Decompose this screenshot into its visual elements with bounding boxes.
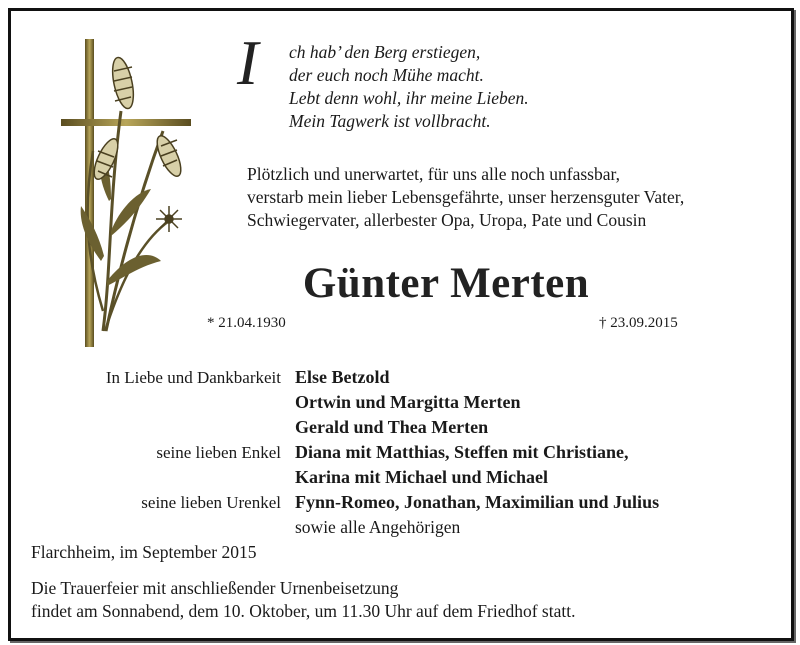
mourner-label: In Liebe und Dankbarkeit: [105, 367, 281, 387]
poem-line: Lebt denn wohl, ihr meine Lieben.: [289, 88, 529, 108]
service-line: findet am Sonnabend, dem 10. Oktober, um 11.30 Uhr auf dem Friedhof statt.: [31, 601, 576, 621]
announcement-line: Schwiegervater, allerbester Opa, Uropa, Pate und Cousin: [247, 210, 647, 230]
announcement-line: verstarb mein lieber Lebensgefährte, unser herzensguter Vater,: [247, 187, 685, 207]
mourners-list: [31, 365, 781, 540]
mourner-row: [31, 465, 781, 490]
birth-date: * 21.04.1930: [207, 315, 286, 331]
mourner-names: Else Betzold: [295, 367, 390, 387]
poem-line: der euch noch Mühe macht.: [289, 65, 484, 85]
announcement-line: Plötzlich und unerwartet, für uns alle noch unfassbar,: [247, 164, 621, 184]
mourner-names: Diana mit Matthias, Steffen mit Christiane,: [295, 442, 629, 462]
poem-line: Mein Tagwerk ist vollbracht.: [289, 111, 491, 131]
deceased-name-block: [11, 259, 791, 308]
deceased-name: Günter Merten: [302, 260, 590, 307]
death-date: † 23.09.2015: [599, 315, 678, 331]
funeral-service-info: [31, 577, 575, 623]
poem: [237, 27, 529, 133]
mourner-names: sowie alle Angehörigen: [295, 517, 461, 537]
poem-line: ch hab’ den Berg erstiegen,: [289, 42, 481, 62]
mourner-names: Karina mit Michael und Michael: [295, 467, 548, 487]
mourner-row: [31, 390, 781, 415]
mourner-names: Fynn-Romeo, Jonathan, Maximilian und Julius: [295, 492, 660, 512]
mourner-names: Ortwin und Margitta Merten: [295, 392, 521, 412]
place-and-date: Flarchheim, im September 2015: [31, 542, 257, 562]
mourner-row: [31, 365, 781, 390]
mourner-row: [31, 440, 781, 465]
poem-dropcap: I: [237, 27, 259, 98]
mourner-label: seine lieben Urenkel: [141, 492, 281, 512]
service-line: Die Trauerfeier mit anschließender Urnenbeisetzung: [31, 578, 399, 598]
mourner-row: [31, 490, 781, 515]
mourner-names: Gerald und Thea Merten: [295, 417, 489, 437]
mourner-row: [31, 415, 781, 440]
announcement-text: [247, 163, 684, 232]
obituary-card: [8, 8, 794, 641]
mourner-label: seine lieben Enkel: [156, 442, 281, 462]
mourner-row: [31, 515, 781, 540]
